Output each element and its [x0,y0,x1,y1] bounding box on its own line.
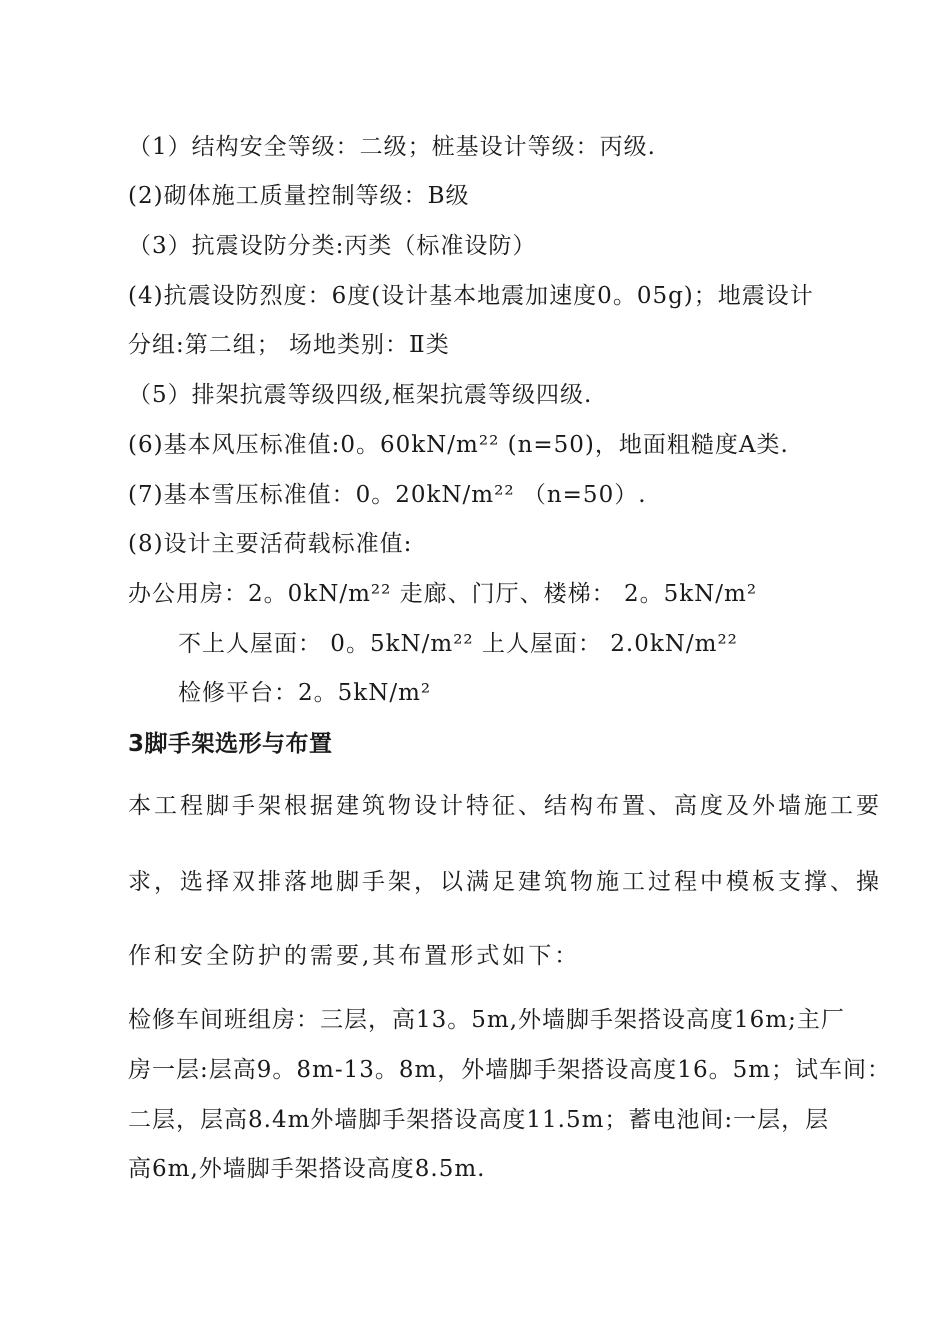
intro-line-2: 求，选择双排落地脚手架，以满足建筑物施工过程中模板支撑、操 [128,869,882,895]
live-load-roof: 不上人屋面： 0。5kN/m²² 上人屋面： 2.0kN/m²² [178,631,738,657]
design-param-6: (6)基本风压标准值:0。60kN/m²² (n=50)，地面粗糙度A类. [128,432,789,458]
design-param-3: （3）抗震设防分类:丙类（标准设防） [128,233,537,259]
design-param-7: (7)基本雪压标准值：0。20kN/m²² （n=50）. [128,482,647,508]
live-load-office: 办公用房：2。0kN/m²² 走廊、门厅、楼梯： 2。5kN/m² [128,581,758,607]
design-param-4-cont: 分组:第二组； 场地类别：Ⅱ类 [128,332,450,358]
design-param-8: (8)设计主要活荷载标准值: [128,531,413,557]
section-heading: 3脚手架选形与布置 [128,731,333,757]
design-param-2: (2)砌体施工质量控制等级：B级 [128,183,470,209]
intro-line-3: 作和安全防护的需要,其布置形式如下： [128,943,581,969]
intro-line-1: 本工程脚手架根据建筑物设计特征、结构布置、高度及外墙施工要 [128,793,882,819]
design-param-1: （1）结构安全等级：二级；桩基设计等级：丙级. [128,134,656,160]
live-load-platform: 检修平台：2。5kN/m² [178,680,432,706]
design-param-5: （5）排架抗震等级四级,框架抗震等级四级. [128,382,593,408]
layout-line-4: 高6m,外墙脚手架搭设高度8.5m. [128,1156,486,1182]
layout-line-1: 检修车间班组房：三层，高13。5m,外墙脚手架搭设高度16m;主厂 [128,1007,845,1033]
layout-line-3: 二层，层高8.4m外墙脚手架搭设高度11.5m；蓄电池间:一层，层 [128,1107,830,1133]
layout-line-2: 房一层:层高9。8m-13。8m，外墙脚手架搭设高度16。5m；试车间： [128,1057,892,1083]
design-param-4: (4)抗震设防烈度：6度(设计基本地震加速度0。05g)；地震设计 [128,283,814,309]
